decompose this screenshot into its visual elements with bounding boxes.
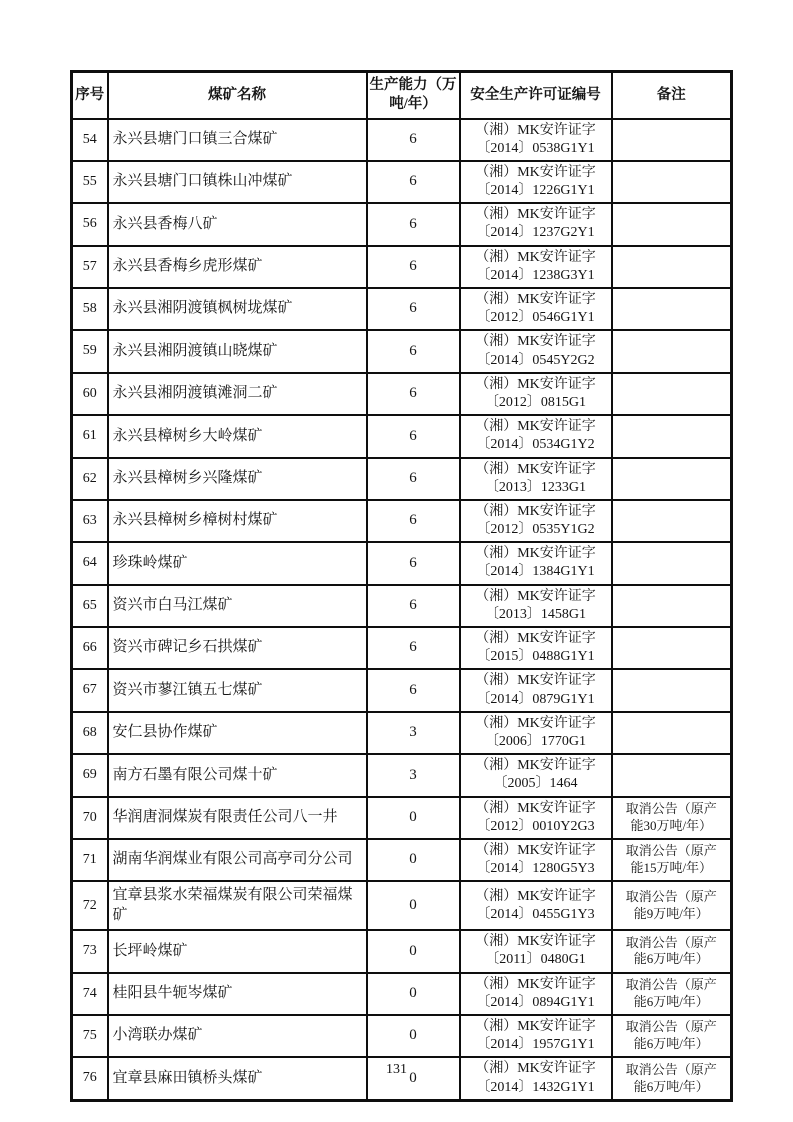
cell-license-no: （湘）MK安许证字〔2014〕0545Y2G2 <box>460 330 612 372</box>
cell-license-no: （湘）MK安许证字〔2014〕1226G1Y1 <box>460 161 612 203</box>
cell-capacity: 3 <box>367 754 460 796</box>
cell-remark <box>612 288 732 330</box>
cell-capacity: 0 <box>367 797 460 839</box>
cell-remark <box>612 712 732 754</box>
table-row <box>72 797 732 839</box>
cell-license-no: （湘）MK安许证字〔2015〕0488G1Y1 <box>460 627 612 669</box>
cell-capacity: 0 <box>367 839 460 881</box>
cell-row-index: 60 <box>72 373 108 415</box>
table-body <box>72 119 732 1101</box>
cell-license-no: （湘）MK安许证字〔2014〕0534G1Y2 <box>460 415 612 457</box>
cell-mine-name: 南方石墨有限公司煤十矿 <box>108 754 367 796</box>
cell-license-no: （湘）MK安许证字〔2014〕0538G1Y1 <box>460 119 612 161</box>
cell-license-no: （湘）MK安许证字〔2014〕1237G2Y1 <box>460 203 612 245</box>
cell-capacity: 6 <box>367 669 460 711</box>
cell-row-index: 67 <box>72 669 108 711</box>
table-row <box>72 119 732 161</box>
cell-license-no: （湘）MK安许证字〔2014〕0894G1Y1 <box>460 973 612 1015</box>
table-row <box>72 881 732 930</box>
cell-license-no: （湘）MK安许证字〔2012〕0546G1Y1 <box>460 288 612 330</box>
cell-remark <box>612 330 732 372</box>
cell-remark <box>612 458 732 500</box>
cell-row-index: 73 <box>72 930 108 972</box>
cell-mine-name: 永兴县樟树乡樟树村煤矿 <box>108 500 367 542</box>
table-row <box>72 930 732 972</box>
cell-remark <box>612 415 732 457</box>
cell-row-index: 65 <box>72 585 108 627</box>
cell-row-index: 71 <box>72 839 108 881</box>
table-row <box>72 288 732 330</box>
cell-remark: 取消公告（原产能6万吨/年） <box>612 930 732 972</box>
cell-remark <box>612 754 732 796</box>
table-row <box>72 712 732 754</box>
table-row <box>72 458 732 500</box>
cell-license-no: （湘）MK安许证字〔2014〕0879G1Y1 <box>460 669 612 711</box>
cell-license-no: （湘）MK安许证字〔2012〕0010Y2G3 <box>460 797 612 839</box>
cell-license-no: （湘）MK安许证字〔2013〕1233G1 <box>460 458 612 500</box>
cell-row-index: 57 <box>72 246 108 288</box>
cell-mine-name: 珍珠岭煤矿 <box>108 542 367 584</box>
table-row <box>72 839 732 881</box>
cell-capacity: 3 <box>367 712 460 754</box>
cell-remark <box>612 373 732 415</box>
cell-remark <box>612 500 732 542</box>
cell-mine-name: 永兴县湘阴渡镇滩洞二矿 <box>108 373 367 415</box>
table-row <box>72 330 732 372</box>
cell-mine-name: 永兴县塘门口镇三合煤矿 <box>108 119 367 161</box>
table-row <box>72 203 732 245</box>
cell-mine-name: 湖南华润煤业有限公司高亭司分公司 <box>108 839 367 881</box>
table-header-row <box>72 72 732 119</box>
coal-mine-table <box>70 70 733 1102</box>
cell-capacity: 6 <box>367 627 460 669</box>
cell-license-no: （湘）MK安许证字〔2014〕0455G1Y3 <box>460 881 612 930</box>
cell-remark <box>612 246 732 288</box>
cell-capacity: 6 <box>367 500 460 542</box>
cell-remark: 取消公告（原产能30万吨/年） <box>612 797 732 839</box>
cell-capacity: 6 <box>367 542 460 584</box>
cell-remark <box>612 119 732 161</box>
cell-row-index: 64 <box>72 542 108 584</box>
col-header-name: 煤矿名称 <box>108 72 367 119</box>
cell-license-no: （湘）MK安许证字〔2014〕1957G1Y1 <box>460 1015 612 1057</box>
cell-license-no: （湘）MK安许证字〔2006〕1770G1 <box>460 712 612 754</box>
cell-remark: 取消公告（原产能9万吨/年） <box>612 881 732 930</box>
cell-mine-name: 资兴市白马江煤矿 <box>108 585 367 627</box>
cell-mine-name: 永兴县塘门口镇株山冲煤矿 <box>108 161 367 203</box>
cell-capacity: 6 <box>367 161 460 203</box>
cell-license-no: （湘）MK安许证字〔2011〕0480G1 <box>460 930 612 972</box>
cell-remark: 取消公告（原产能15万吨/年） <box>612 839 732 881</box>
cell-mine-name: 长坪岭煤矿 <box>108 930 367 972</box>
cell-capacity: 6 <box>367 458 460 500</box>
cell-capacity: 6 <box>367 203 460 245</box>
table-row <box>72 1015 732 1057</box>
cell-license-no: （湘）MK安许证字〔2014〕1280G5Y3 <box>460 839 612 881</box>
cell-capacity: 0 <box>367 1057 460 1100</box>
cell-remark <box>612 161 732 203</box>
cell-row-index: 55 <box>72 161 108 203</box>
cell-remark: 取消公告（原产能6万吨/年） <box>612 973 732 1015</box>
col-header-capacity: 生产能力（万吨/年） <box>367 72 460 119</box>
cell-license-no: （湘）MK安许证字〔2014〕1238G3Y1 <box>460 246 612 288</box>
cell-mine-name: 桂阳县牛轭岑煤矿 <box>108 973 367 1015</box>
cell-mine-name: 永兴县樟树乡大岭煤矿 <box>108 415 367 457</box>
table-row <box>72 754 732 796</box>
col-header-index: 序号 <box>72 72 108 119</box>
cell-mine-name: 永兴县湘阴渡镇枫树垅煤矿 <box>108 288 367 330</box>
cell-license-no: （湘）MK安许证字〔2005〕1464 <box>460 754 612 796</box>
table-row <box>72 373 732 415</box>
table-row <box>72 500 732 542</box>
cell-license-no: （湘）MK安许证字〔2012〕0815G1 <box>460 373 612 415</box>
cell-capacity: 0 <box>367 881 460 930</box>
cell-row-index: 63 <box>72 500 108 542</box>
cell-row-index: 54 <box>72 119 108 161</box>
page-number: 131 <box>386 1062 407 1077</box>
table-row <box>72 973 732 1015</box>
cell-mine-name: 永兴县香梅乡虎形煤矿 <box>108 246 367 288</box>
cell-remark: 取消公告（原产能6万吨/年） <box>612 1015 732 1057</box>
table-row <box>72 415 732 457</box>
cell-row-index: 58 <box>72 288 108 330</box>
cell-license-no: （湘）MK安许证字〔2012〕0535Y1G2 <box>460 500 612 542</box>
cell-row-index: 69 <box>72 754 108 796</box>
cell-mine-name: 华润唐洞煤炭有限责任公司八一井 <box>108 797 367 839</box>
cell-remark: 取消公告（原产能6万吨/年） <box>612 1057 732 1100</box>
col-header-remark: 备注 <box>612 72 732 119</box>
cell-mine-name: 永兴县樟树乡兴隆煤矿 <box>108 458 367 500</box>
table-row <box>72 669 732 711</box>
cell-mine-name: 安仁县协作煤矿 <box>108 712 367 754</box>
cell-remark <box>612 627 732 669</box>
cell-capacity: 6 <box>367 330 460 372</box>
table-row <box>72 627 732 669</box>
table-row <box>72 585 732 627</box>
cell-mine-name: 宜章县浆水荣福煤炭有限公司荣福煤矿 <box>108 881 367 930</box>
cell-mine-name: 永兴县香梅八矿 <box>108 203 367 245</box>
cell-row-index: 70 <box>72 797 108 839</box>
cell-remark <box>612 669 732 711</box>
table-row <box>72 542 732 584</box>
cell-row-index: 75 <box>72 1015 108 1057</box>
cell-capacity: 6 <box>367 246 460 288</box>
cell-capacity: 0 <box>367 1015 460 1057</box>
cell-row-index: 74 <box>72 973 108 1015</box>
cell-capacity: 6 <box>367 373 460 415</box>
cell-mine-name: 小湾联办煤矿 <box>108 1015 367 1057</box>
cell-remark <box>612 542 732 584</box>
cell-capacity: 6 <box>367 415 460 457</box>
col-header-license: 安全生产许可证编号 <box>460 72 612 119</box>
cell-mine-name: 资兴市碑记乡石拱煤矿 <box>108 627 367 669</box>
cell-license-no: （湘）MK安许证字〔2014〕1384G1Y1 <box>460 542 612 584</box>
cell-license-no: （湘）MK安许证字〔2014〕1432G1Y1 <box>460 1057 612 1100</box>
cell-mine-name: 宜章县麻田镇桥头煤矿 <box>108 1057 367 1100</box>
cell-row-index: 76 <box>72 1057 108 1100</box>
cell-mine-name: 资兴市蓼江镇五七煤矿 <box>108 669 367 711</box>
cell-capacity: 0 <box>367 930 460 972</box>
cell-row-index: 66 <box>72 627 108 669</box>
cell-license-no: （湘）MK安许证字〔2013〕1458G1 <box>460 585 612 627</box>
cell-row-index: 59 <box>72 330 108 372</box>
cell-remark <box>612 203 732 245</box>
cell-capacity: 6 <box>367 288 460 330</box>
cell-capacity: 6 <box>367 119 460 161</box>
cell-row-index: 62 <box>72 458 108 500</box>
cell-row-index: 56 <box>72 203 108 245</box>
cell-row-index: 61 <box>72 415 108 457</box>
table-row <box>72 246 732 288</box>
table-row <box>72 161 732 203</box>
cell-remark <box>612 585 732 627</box>
cell-row-index: 72 <box>72 881 108 930</box>
cell-mine-name: 永兴县湘阴渡镇山晓煤矿 <box>108 330 367 372</box>
cell-capacity: 6 <box>367 585 460 627</box>
cell-capacity: 0 <box>367 973 460 1015</box>
cell-row-index: 68 <box>72 712 108 754</box>
